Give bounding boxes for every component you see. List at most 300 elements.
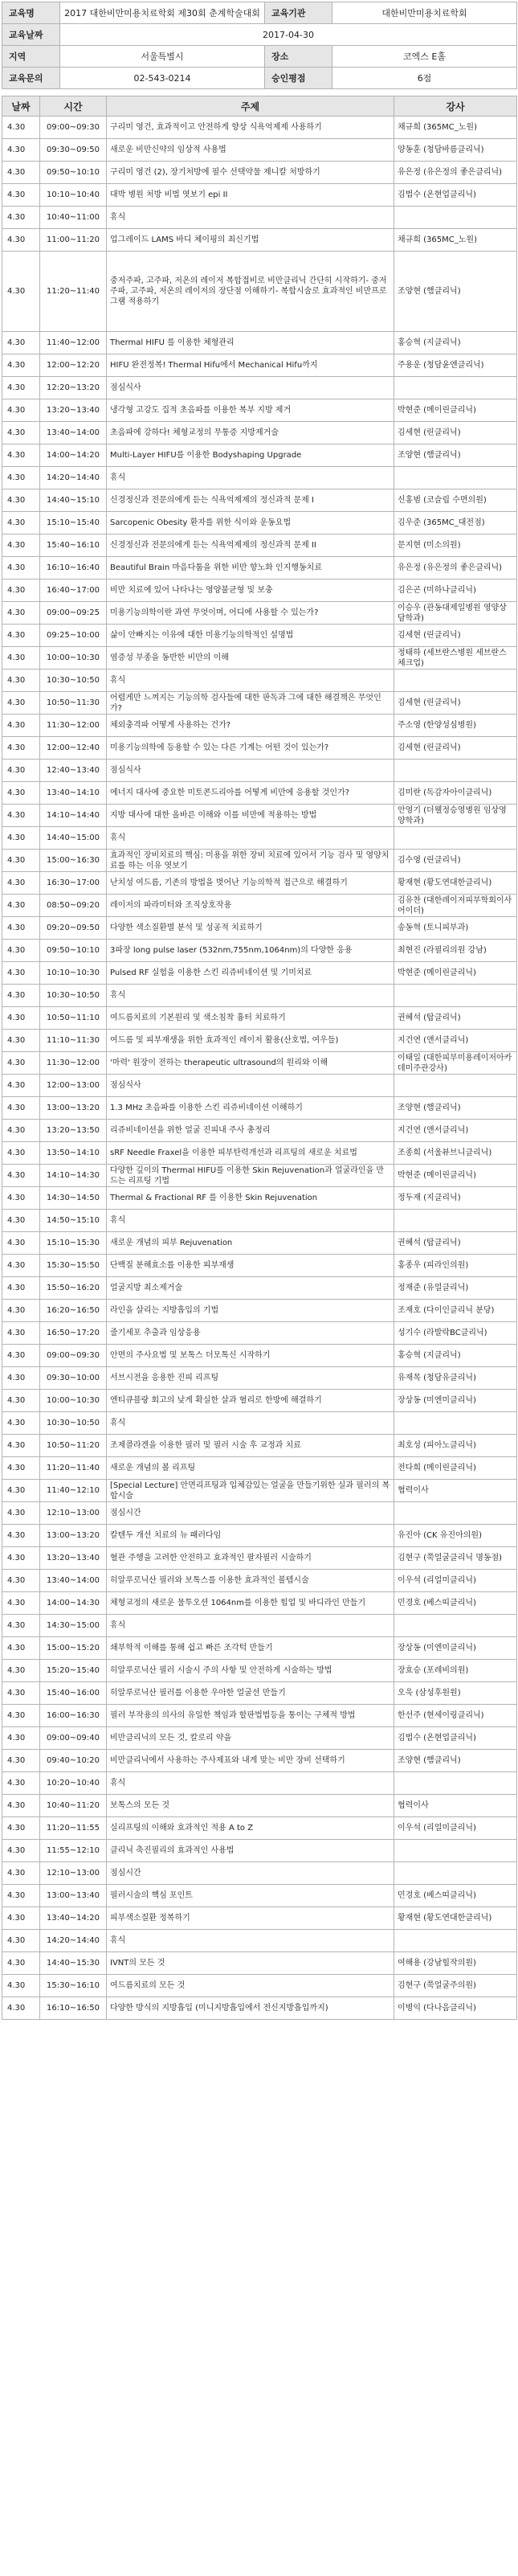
row-time: 15:20~15:40	[40, 1660, 107, 1682]
row-date: 4.30	[2, 1885, 40, 1907]
row-date: 4.30	[2, 1007, 40, 1030]
row-date: 4.30	[2, 1637, 40, 1660]
row-time: 09:00~09:30	[40, 1345, 107, 1367]
row-time: 14:40~15:30	[40, 1952, 107, 1975]
row-topic: 히알루로닉산 필러를 이용한 우아한 얼굴선 만들기	[107, 1682, 394, 1705]
row-lecturer: 채규희 (365MC_노원)	[394, 229, 517, 252]
table-row	[2, 1367, 517, 1390]
course-info-table	[2, 2, 517, 89]
row-topic: 어렵게만 느껴지는 기능의학 검사들에 대한 판독과 그에 대한 해결책은 무엇인가?	[107, 692, 394, 715]
table-row	[2, 1727, 517, 1750]
row-lecturer: 주용운 (청담윤앤클리닉)	[394, 354, 517, 377]
row-lecturer: 김미란 (독감자아이클리닉)	[394, 782, 517, 805]
row-lecturer	[394, 760, 517, 782]
table-row	[2, 1120, 517, 1142]
row-topic: 여드름치료의 모든 것	[107, 1975, 394, 1997]
row-date: 4.30	[2, 1907, 40, 1930]
row-topic: 피부색소질환 정복하기	[107, 1907, 394, 1930]
table-row	[2, 444, 517, 467]
row-time: 11:10~11:30	[40, 1030, 107, 1052]
row-time: 10:00~10:30	[40, 647, 107, 670]
row-date: 4.30	[2, 399, 40, 422]
row-lecturer: 김수영 (린클리닉)	[394, 850, 517, 872]
row-lecturer: 이병익 (다나음클리닉)	[394, 1997, 517, 2020]
table-row	[2, 1525, 517, 1547]
row-date: 4.30	[2, 1457, 40, 1480]
row-topic: 엔티큐블랑 회고의 낮게 확실한 살과 혈리로 한방에 해결하기	[107, 1390, 394, 1412]
row-date: 4.30	[2, 557, 40, 579]
table-row	[2, 117, 517, 139]
row-date: 4.30	[2, 1232, 40, 1255]
table-row	[2, 985, 517, 1007]
row-topic: 보톡스의 모든 것	[107, 1795, 394, 1817]
row-topic: 쇄부학적 이해를 통해 쉽고 빠른 조각턱 만들기	[107, 1637, 394, 1660]
row-time: 13:00~13:20	[40, 1525, 107, 1547]
row-date: 4.30	[2, 1795, 40, 1817]
row-topic: 필러 부작용의 의사의 유일한 책임과 할판법법등을 통이는 구체적 방법	[107, 1705, 394, 1727]
row-lecturer: 박현준 (메이린클리닉)	[394, 962, 517, 985]
row-date: 4.30	[2, 1052, 40, 1075]
row-topic: 체외충격파 어떻게 사용하는 건가?	[107, 715, 394, 737]
table-row	[2, 1097, 517, 1120]
row-topic: 점심식사	[107, 760, 394, 782]
row-date: 4.30	[2, 184, 40, 207]
schedule-header-row	[2, 96, 517, 117]
row-topic: 다양한 색소질환별 분석 및 성공적 치료하기	[107, 917, 394, 940]
row-time: 11:00~11:20	[40, 229, 107, 252]
row-topic: 신경정신과 전문의에게 듣는 식욕억제제의 정신과적 문제 I	[107, 489, 394, 512]
row-date: 4.30	[2, 252, 40, 332]
row-lecturer: 조양현 (햄클리닉)	[394, 444, 517, 467]
region-label: 지역	[2, 46, 60, 68]
row-topic: Pulsed RF 실험을 이용한 스킨 리쥬비네이션 및 기미치료	[107, 962, 394, 985]
row-date: 4.30	[2, 1322, 40, 1345]
row-lecturer: 정태하 (세브란스병원 세브란스체크업)	[394, 647, 517, 670]
table-row	[2, 1547, 517, 1570]
row-topic: 3파장 long pulse laser (532nm,755nm,1064nm)의 다양한 응용	[107, 940, 394, 962]
row-date: 4.30	[2, 737, 40, 760]
table-row	[2, 1322, 517, 1345]
row-time: 10:30~10:50	[40, 1412, 107, 1435]
table-row	[2, 1795, 517, 1817]
row-topic: 휴식	[107, 1772, 394, 1795]
table-row	[2, 872, 517, 895]
row-topic: Thermal HIFU 를 이용한 체형관리	[107, 332, 394, 354]
row-lecturer: 유은정 (유은정의 좋은클리닉)	[394, 162, 517, 184]
table-row	[2, 229, 517, 252]
row-date: 4.30	[2, 1120, 40, 1142]
row-lecturer: 양동훈 (청담바름클리닉)	[394, 139, 517, 162]
row-time: 14:30~14:50	[40, 1187, 107, 1210]
row-lecturer: 최호성 (피아노클리닉)	[394, 1435, 517, 1457]
row-topic: 조제콜라겐을 이용한 필러 및 필러 시술 후 교정과 치료	[107, 1435, 394, 1457]
row-lecturer: 박현준 (메이린클리닉)	[394, 1165, 517, 1187]
row-date: 4.30	[2, 229, 40, 252]
row-lecturer: 지건연 (앤서클리닉)	[394, 1030, 517, 1052]
row-lecturer: 이우석 (리얼미클리닉)	[394, 1570, 517, 1592]
row-lecturer: 김법수 (온현업클리닉)	[394, 1727, 517, 1750]
row-date: 4.30	[2, 895, 40, 917]
row-time: 15:50~16:20	[40, 1277, 107, 1300]
row-time: 15:10~15:30	[40, 1232, 107, 1255]
row-topic: 1.3 MHz 초음파를 이용한 스킨 리쥬비네이션 이해하기	[107, 1097, 394, 1120]
row-topic: 신경정신과 전문의에게 듣는 식욕억제제의 정신과적 문제 II	[107, 534, 394, 557]
table-row	[2, 1975, 517, 1997]
points-label: 승인평점	[265, 68, 332, 89]
row-time: 09:00~09:25	[40, 602, 107, 625]
row-time: 12:10~13:00	[40, 1862, 107, 1885]
row-date: 4.30	[2, 805, 40, 827]
row-topic: IVNT의 모든 것	[107, 1952, 394, 1975]
table-row	[2, 489, 517, 512]
row-time: 10:40~11:00	[40, 207, 107, 229]
course-name-value: 2017 대한비만미용치료학회 제30회 춘계학술대회	[60, 2, 265, 24]
row-lecturer: 홍종우 (피라인의원)	[394, 1255, 517, 1277]
table-row	[2, 1637, 517, 1660]
row-lecturer: 홍승혁 (지클리닉)	[394, 332, 517, 354]
table-row	[2, 715, 517, 737]
table-row	[2, 1840, 517, 1862]
row-time: 14:40~15:00	[40, 827, 107, 850]
row-date: 4.30	[2, 117, 40, 139]
section-spacer	[0, 89, 518, 96]
row-date: 4.30	[2, 1142, 40, 1165]
header-topic: 주제	[107, 96, 394, 117]
row-lecturer: 유재목 (청담유클리닉)	[394, 1367, 517, 1390]
date-label: 교육날짜	[2, 24, 60, 46]
row-time: 11:55~12:10	[40, 1840, 107, 1862]
venue-value: 코엑스 E홀	[332, 46, 517, 68]
table-row	[2, 647, 517, 670]
info-row-contact	[2, 68, 517, 89]
row-topic: 새로운 개념의 피부 Rejuvenation	[107, 1232, 394, 1255]
row-topic: 중저주파, 고주파, 저온의 레이저 복합접비로 비만클리닉 간단히 시작하기- 중저주파, 고주파, 저온의 레이저의 장단점 이해하기- 복합시술로 효과적인 비만프로그램 적용하기	[107, 252, 394, 332]
row-topic: HIFU 완전정복! Thermal Hifu에서 Mechanical Hifu까지	[107, 354, 394, 377]
table-row	[2, 670, 517, 692]
row-lecturer: 지건연 (앤서클리닉)	[394, 1120, 517, 1142]
table-row	[2, 1075, 517, 1097]
row-topic: 휴식	[107, 1930, 394, 1952]
row-topic: 휴식	[107, 670, 394, 692]
row-lecturer: 김세현 (린클리닉)	[394, 422, 517, 444]
row-topic: 혈관 주행을 고려한 안전하고 효과적인 팔자필러 시술하기	[107, 1547, 394, 1570]
row-date: 4.30	[2, 602, 40, 625]
table-row	[2, 760, 517, 782]
row-time: 16:10~16:50	[40, 1997, 107, 2020]
row-lecturer: 장효승 (포레비의원)	[394, 1660, 517, 1682]
row-topic: 점심시간	[107, 1862, 394, 1885]
info-row-region	[2, 46, 517, 68]
row-time: 15:30~15:50	[40, 1255, 107, 1277]
table-row	[2, 962, 517, 985]
table-row	[2, 782, 517, 805]
row-time: 14:10~14:40	[40, 805, 107, 827]
row-time: 12:10~13:00	[40, 1502, 107, 1525]
row-lecturer: 최현진 (라필리의원 강남)	[394, 940, 517, 962]
table-row	[2, 1187, 517, 1210]
table-row	[2, 1592, 517, 1615]
row-date: 4.30	[2, 917, 40, 940]
table-row	[2, 1390, 517, 1412]
table-row	[2, 1907, 517, 1930]
row-date: 4.30	[2, 1750, 40, 1772]
row-date: 4.30	[2, 1390, 40, 1412]
row-time: 15:40~16:00	[40, 1682, 107, 1705]
row-topic: 대박 병원 처방 비법 엿보기 epi II	[107, 184, 394, 207]
row-topic: 비만클리닉의 모든 것, 칼로리 약을	[107, 1727, 394, 1750]
row-lecturer	[394, 1412, 517, 1435]
row-time: 12:00~13:00	[40, 1075, 107, 1097]
table-row	[2, 1615, 517, 1637]
row-time: 10:50~11:10	[40, 1007, 107, 1030]
info-row-course	[2, 2, 517, 24]
row-lecturer: 김세현 (린클리닉)	[394, 625, 517, 647]
row-topic: 새로운 개념의 볼 리프팅	[107, 1457, 394, 1480]
row-lecturer: 김유찬 (대한레이저피부학회이사어이더)	[394, 895, 517, 917]
row-topic: 비만클리닉에서 사용하는 주사제표와 내게 맞는 비만 장비 선택하기	[107, 1750, 394, 1772]
row-time: 10:50~11:30	[40, 692, 107, 715]
row-topic: 얼굴지방 최소제거술	[107, 1277, 394, 1300]
row-lecturer: 정재준 (유얼클리닉)	[394, 1277, 517, 1300]
row-time: 12:00~12:40	[40, 737, 107, 760]
row-date: 4.30	[2, 1862, 40, 1885]
row-time: 12:20~13:20	[40, 377, 107, 399]
row-date: 4.30	[2, 1345, 40, 1367]
row-topic: 휴식	[107, 985, 394, 1007]
row-date: 4.30	[2, 534, 40, 557]
row-time: 09:00~09:30	[40, 117, 107, 139]
row-topic: 미용기능의학에 등용할 수 있는 다른 기계는 어떤 것이 있는가?	[107, 737, 394, 760]
row-date: 4.30	[2, 1705, 40, 1727]
table-row	[2, 1165, 517, 1187]
org-label: 교육기관	[265, 2, 332, 24]
row-time: 16:30~17:00	[40, 872, 107, 895]
row-date: 4.30	[2, 1277, 40, 1300]
row-date: 4.30	[2, 782, 40, 805]
row-date: 4.30	[2, 1727, 40, 1750]
table-row	[2, 332, 517, 354]
table-row	[2, 1412, 517, 1435]
row-lecturer	[394, 1615, 517, 1637]
row-date: 4.30	[2, 647, 40, 670]
row-time: 15:40~16:10	[40, 534, 107, 557]
row-lecturer: 한선주 (현세이링클리닉)	[394, 1705, 517, 1727]
table-row	[2, 252, 517, 332]
table-row	[2, 467, 517, 489]
row-topic: 염증성 부종을 동반한 비만의 이해	[107, 647, 394, 670]
row-topic: 안면의 주사요법 및 보톡스 더모톡신 시작하기	[107, 1345, 394, 1367]
row-topic: 점심식사	[107, 377, 394, 399]
row-lecturer: 조종희 (서울뷰브니클리닉)	[394, 1142, 517, 1165]
row-topic: 휴식	[107, 207, 394, 229]
row-time: 12:00~12:20	[40, 354, 107, 377]
table-row	[2, 1952, 517, 1975]
row-topic: 난치성 여드름, 기존의 방법을 벗어난 기능의학적 접근으로 해결하기	[107, 872, 394, 895]
table-row	[2, 625, 517, 647]
row-lecturer: 김현구 (쭉얼굴클리닉 명동점)	[394, 1547, 517, 1570]
table-row	[2, 602, 517, 625]
row-lecturer: 협력이사	[394, 1795, 517, 1817]
row-lecturer	[394, 1862, 517, 1885]
row-topic: Beautiful Brain 마음다툼을 위한 비만 향노화 인지행동치료	[107, 557, 394, 579]
row-date: 4.30	[2, 1772, 40, 1795]
table-row	[2, 1682, 517, 1705]
contact-value: 02-543-0214	[60, 68, 265, 89]
row-date: 4.30	[2, 467, 40, 489]
table-row	[2, 917, 517, 940]
row-topic: 냉각형 고강도 집적 초음파를 이용한 복부 지방 제거	[107, 399, 394, 422]
row-time: 15:00~16:30	[40, 850, 107, 872]
table-row	[2, 1930, 517, 1952]
row-topic: 휴식	[107, 827, 394, 850]
row-date: 4.30	[2, 422, 40, 444]
row-date: 4.30	[2, 1210, 40, 1232]
row-time: 11:40~12:10	[40, 1480, 107, 1502]
row-lecturer	[394, 1840, 517, 1862]
row-date: 4.30	[2, 1682, 40, 1705]
row-topic: 라인을 살리는 지방흡입의 기법	[107, 1300, 394, 1322]
contact-label: 교육문의	[2, 68, 60, 89]
row-time: 10:40~11:20	[40, 1795, 107, 1817]
row-topic: 점심시간	[107, 1502, 394, 1525]
row-time: 11:30~12:00	[40, 715, 107, 737]
row-date: 4.30	[2, 332, 40, 354]
row-topic: 칼텐두 개선 치료의 뉴 패러다임	[107, 1525, 394, 1547]
row-time: 14:10~14:30	[40, 1165, 107, 1187]
row-date: 4.30	[2, 1300, 40, 1322]
table-row	[2, 1300, 517, 1322]
row-date: 4.30	[2, 1165, 40, 1187]
row-lecturer	[394, 1772, 517, 1795]
row-time: 09:00~09:40	[40, 1727, 107, 1750]
row-time: 13:00~13:40	[40, 1885, 107, 1907]
row-time: 13:00~13:20	[40, 1097, 107, 1120]
row-time: 12:40~13:40	[40, 760, 107, 782]
row-topic: Thermal & Fractional RF 를 이용한 Skin Rejuvenation	[107, 1187, 394, 1210]
row-date: 4.30	[2, 1435, 40, 1457]
row-date: 4.30	[2, 512, 40, 534]
row-date: 4.30	[2, 1547, 40, 1570]
row-lecturer: 오욱 (삼성후원원)	[394, 1682, 517, 1705]
table-row	[2, 139, 517, 162]
row-date: 4.30	[2, 1075, 40, 1097]
row-time: 13:20~13:50	[40, 1120, 107, 1142]
row-lecturer: 협력이사	[394, 1480, 517, 1502]
row-lecturer	[394, 1930, 517, 1952]
table-row	[2, 377, 517, 399]
row-date: 4.30	[2, 1412, 40, 1435]
row-date: 4.30	[2, 1255, 40, 1277]
row-date: 4.30	[2, 1952, 40, 1975]
row-date: 4.30	[2, 207, 40, 229]
row-topic: 레이저의 파라미터와 조직상호작용	[107, 895, 394, 917]
row-topic: 비만 치료에 있어 나타나는 영양불균형 및 보충	[107, 579, 394, 602]
row-time: 10:20~10:40	[40, 1772, 107, 1795]
row-time: 11:20~11:40	[40, 252, 107, 332]
row-time: 14:00~14:20	[40, 444, 107, 467]
row-date: 4.30	[2, 1592, 40, 1615]
header-lecturer: 강사	[394, 96, 517, 117]
row-topic: 실리프팅의 이해와 효과적인 적용 A to Z	[107, 1817, 394, 1840]
table-row	[2, 184, 517, 207]
table-row	[2, 1052, 517, 1075]
row-time: 13:20~13:40	[40, 399, 107, 422]
row-time: 09:40~10:20	[40, 1750, 107, 1772]
region-value: 서울특별시	[60, 46, 265, 68]
table-row	[2, 1210, 517, 1232]
row-lecturer	[394, 377, 517, 399]
row-topic: 구리미 영건, 효과적이고 안전하게 향상 식욕억제제 사용하기	[107, 117, 394, 139]
row-time: 14:50~15:10	[40, 1210, 107, 1232]
row-time: 16:00~16:30	[40, 1705, 107, 1727]
row-lecturer: 김세현 (린클리닉)	[394, 692, 517, 715]
table-row	[2, 557, 517, 579]
table-row	[2, 534, 517, 557]
row-topic: 여드름 및 피부재생을 위한 효과적인 레이저 활용(산호법, 여우들)	[107, 1030, 394, 1052]
org-value: 대한비만미용치료학회	[332, 2, 517, 24]
row-date: 4.30	[2, 139, 40, 162]
table-row	[2, 1030, 517, 1052]
row-topic: 삶이 안빠지는 이유에 대한 미용기능의학적인 설명법	[107, 625, 394, 647]
row-date: 4.30	[2, 1030, 40, 1052]
row-topic: 단백질 분해효소를 이용한 피부재생	[107, 1255, 394, 1277]
table-row	[2, 1277, 517, 1300]
table-row	[2, 895, 517, 917]
row-lecturer: 권혜석 (탑클리닉)	[394, 1232, 517, 1255]
table-row	[2, 805, 517, 827]
row-lecturer: 전다희 (메이린클리닉)	[394, 1457, 517, 1480]
row-topic: 필러시술의 핵심 포인트	[107, 1885, 394, 1907]
table-row	[2, 1502, 517, 1525]
row-lecturer	[394, 670, 517, 692]
row-lecturer	[394, 1075, 517, 1097]
header-date: 날짜	[2, 96, 40, 117]
row-topic: 구리미 영건 (2), 장기처방에 필수 선택약물 제니칼 처방하기	[107, 162, 394, 184]
row-topic: Sarcopenic Obesity 환자를 위한 식이와 운동요법	[107, 512, 394, 534]
row-lecturer: 채규희 (365MC_노원)	[394, 117, 517, 139]
row-lecturer	[394, 827, 517, 850]
table-row	[2, 512, 517, 534]
row-time: 14:30~15:00	[40, 1615, 107, 1637]
row-date: 4.30	[2, 1187, 40, 1210]
row-date: 4.30	[2, 1367, 40, 1390]
row-topic: 휴식	[107, 1210, 394, 1232]
row-date: 4.30	[2, 670, 40, 692]
row-time: 13:40~14:00	[40, 1570, 107, 1592]
row-time: 15:30~16:10	[40, 1975, 107, 1997]
row-lecturer: 황재현 (황도연대한클리닉)	[394, 1907, 517, 1930]
row-date: 4.30	[2, 1097, 40, 1120]
row-lecturer: 조양현 (햄클리닉)	[394, 1097, 517, 1120]
row-date: 4.30	[2, 940, 40, 962]
row-lecturer	[394, 207, 517, 229]
row-topic: 클리닉 축진필리의 효과적인 사용법	[107, 1840, 394, 1862]
row-time: 09:50~10:10	[40, 940, 107, 962]
row-lecturer: 이우석 (리얼미클리닉)	[394, 1817, 517, 1840]
table-row	[2, 1232, 517, 1255]
row-lecturer: 김세현 (린클리닉)	[394, 737, 517, 760]
table-row	[2, 1750, 517, 1772]
row-lecturer: 민경호 (베스띠클리닉)	[394, 1885, 517, 1907]
row-topic: 초음파에 강하다! 체형교정의 무통증 지방제거술	[107, 422, 394, 444]
row-lecturer	[394, 1502, 517, 1525]
row-lecturer: 장상동 (미엔미클리닉)	[394, 1637, 517, 1660]
row-date: 4.30	[2, 1615, 40, 1637]
table-row	[2, 354, 517, 377]
row-topic: 리쥬비네이션을 위한 얼굴 진피내 주사 총정리	[107, 1120, 394, 1142]
table-row	[2, 1142, 517, 1165]
venue-label: 장소	[265, 46, 332, 68]
